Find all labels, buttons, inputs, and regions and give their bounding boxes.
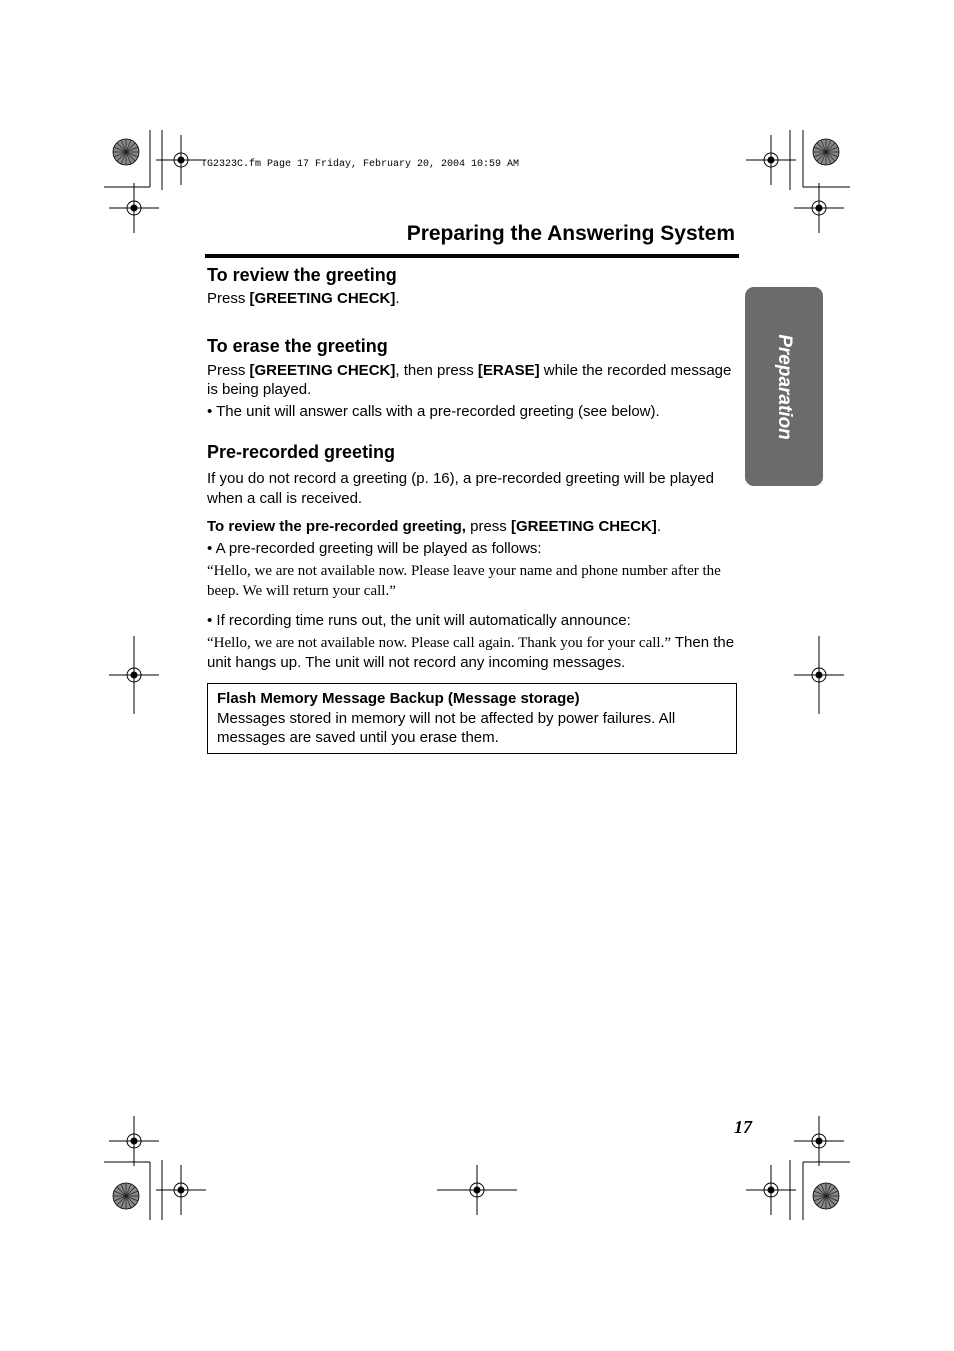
erase-instruction: Press [GREETING CHECK], then press [ERASE] while the recorded message is being played.	[207, 361, 732, 398]
side-tab-label: Preparation	[774, 333, 795, 440]
side-tab	[745, 287, 823, 486]
page-number: 17	[734, 1117, 752, 1137]
prerecorded-bullet-2: • If recording time runs out, the unit will automatically announce:	[207, 612, 631, 629]
greeting-check-key: [GREETING CHECK]	[249, 361, 396, 379]
erase-bullet: • The unit will answer calls with a pre-recorded greeting (see below).	[207, 402, 660, 420]
erase-heading: To erase the greeting	[207, 335, 388, 356]
title-rule	[205, 254, 739, 258]
note-box	[207, 683, 737, 754]
review-instruction: Press [GREETING CHECK].	[207, 290, 400, 307]
greeting-check-key: [GREETING CHECK]	[510, 518, 657, 535]
prerecorded-heading: Pre-recorded greeting	[207, 442, 396, 462]
main-content	[207, 264, 737, 673]
erase-key: [ERASE]	[477, 361, 540, 379]
file-header: TG2323C.fm Page 17 Friday, February 20, 2004 10:59 AM	[201, 159, 520, 170]
prerecorded-bullet-1: • A pre-recorded greeting will be played as follows:	[207, 539, 542, 557]
note-title: Flash Memory Message Backup (Message storage)	[217, 690, 580, 707]
prerecorded-quote-1: “Hello, we are not available now. Please leave your name and phone number after the beep. We will return your call.”	[207, 563, 721, 599]
prerecorded-intro: If you do not record a greeting (p. 16), a pre-recorded greeting will be played when a call is received.	[207, 470, 714, 507]
prerecorded-review: To review the pre-recorded greeting, press [GREETING CHECK].	[207, 518, 661, 535]
page-title: Preparing the Answering System	[406, 222, 735, 245]
review-heading: To review the greeting	[207, 265, 397, 285]
greeting-check-key: [GREETING CHECK]	[249, 290, 396, 307]
prerecorded-quote-2: “Hello, we are not available now. Please call again. Thank you for your call.” Then the unit hangs up. The unit will not record any incoming messages.	[207, 633, 735, 671]
note-text: Messages stored in memory will not be affected by power failures. All messages are saved until you erase them.	[217, 709, 676, 746]
